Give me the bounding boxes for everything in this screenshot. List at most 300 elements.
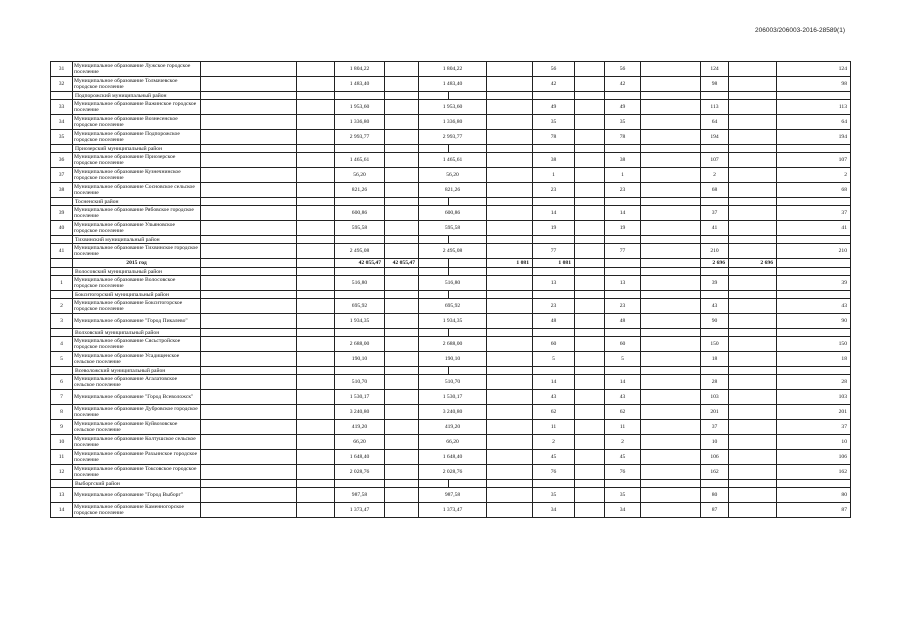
empty-cell: [487, 268, 533, 276]
municipality-row: [51, 77, 851, 92]
empty-cell: [487, 390, 533, 405]
empty-cell: [641, 488, 701, 503]
district-name-cell: Всеволожский муниципальный район: [73, 367, 201, 375]
municipality-name-cell: Муниципальное образование Усадищенское сельское поселение: [73, 352, 201, 367]
empty-cell: [385, 375, 419, 390]
district-row: [51, 145, 851, 153]
municipality-row: [51, 168, 851, 183]
empty-cell: [729, 183, 777, 198]
total-residents-cell: 2 696: [701, 259, 729, 268]
empty-cell: [487, 291, 533, 299]
area-program-cell: 516,80: [419, 276, 487, 291]
empty-cell: [385, 100, 419, 115]
empty-cell: [641, 299, 701, 314]
municipality-name-cell: Муниципальное образование "Город Выборг": [73, 488, 201, 503]
total-people-program-cell: 1 081: [533, 259, 575, 268]
empty-cell: [419, 145, 449, 153]
empty-cell: [201, 130, 297, 145]
district-name-cell: Подпорожский муниципальный район: [73, 92, 201, 100]
municipality-row: [51, 62, 851, 77]
area-cell: 1 953,60: [335, 100, 385, 115]
empty-cell: [641, 337, 701, 352]
area-program-cell: 1 465,61: [419, 153, 487, 168]
empty-cell: [701, 145, 729, 153]
area-program-cell: 1 804,22: [419, 62, 487, 77]
empty-cell: [575, 62, 605, 77]
empty-cell: [385, 183, 419, 198]
empty-cell: [605, 480, 641, 488]
people-program-cell: 76: [605, 465, 641, 480]
empty-cell: [487, 465, 533, 480]
empty-cell: [419, 236, 449, 244]
area-program-cell: 695,92: [419, 299, 487, 314]
municipality-name-cell: Муниципальное образование Колтушское сельское поселение: [73, 435, 201, 450]
empty-cell: [385, 450, 419, 465]
people-program-cell: 13: [605, 276, 641, 291]
empty-cell: [575, 130, 605, 145]
empty-cell: [201, 405, 297, 420]
empty-cell: [533, 236, 575, 244]
empty-cell: [487, 337, 533, 352]
empty-cell: [641, 352, 701, 367]
empty-cell: [385, 221, 419, 236]
row-number-cell: 40: [51, 221, 73, 236]
empty-cell: [201, 337, 297, 352]
empty-cell: [641, 62, 701, 77]
district-row: [51, 268, 851, 276]
row-number-cell: 10: [51, 435, 73, 450]
empty-cell: [777, 367, 851, 375]
empty-cell: [201, 221, 297, 236]
area-program-cell: 2 495,08: [419, 244, 487, 259]
empty-cell: [487, 375, 533, 390]
people-program-cell: 62: [605, 405, 641, 420]
empty-cell: [487, 153, 533, 168]
residents-program-cell: 113: [777, 100, 851, 115]
municipality-name-cell: Муниципальное образование Толмачевское городское поселение: [73, 77, 201, 92]
empty-cell: [487, 435, 533, 450]
residents-program-cell: 43: [777, 299, 851, 314]
people-program-cell: 78: [605, 130, 641, 145]
empty-cell: [385, 268, 419, 276]
empty-cell: [297, 299, 335, 314]
empty-cell: [487, 276, 533, 291]
empty-cell: [419, 480, 449, 488]
empty-cell: [335, 291, 385, 299]
empty-cell: [641, 168, 701, 183]
empty-cell: [297, 352, 335, 367]
row-number-cell: 1: [51, 276, 73, 291]
area-program-cell: 3 240,80: [419, 405, 487, 420]
empty-cell: [641, 115, 701, 130]
people-program-cell: 34: [605, 503, 641, 518]
empty-cell: [201, 62, 297, 77]
empty-cell: [605, 198, 641, 206]
people-program-cell: 38: [605, 153, 641, 168]
empty-cell: [777, 92, 851, 100]
area-cell: 2 688,00: [335, 337, 385, 352]
empty-cell: [641, 435, 701, 450]
row-number-cell: [51, 198, 73, 206]
empty-cell: [533, 329, 575, 337]
row-number-cell: 4: [51, 337, 73, 352]
empty-cell: [729, 299, 777, 314]
residents-program-cell: 18: [777, 352, 851, 367]
empty-cell: [487, 198, 533, 206]
empty-cell: [419, 329, 449, 337]
empty-cell: [297, 153, 335, 168]
empty-cell: [729, 206, 777, 221]
empty-cell: [729, 168, 777, 183]
people-cell: 77: [533, 244, 575, 259]
residents-cell: 194: [701, 130, 729, 145]
empty-cell: [729, 92, 777, 100]
municipality-name-cell: Муниципальное образование Сосновское сельское поселение: [73, 183, 201, 198]
empty-cell: [201, 268, 297, 276]
empty-cell: [201, 92, 297, 100]
empty-cell: [575, 503, 605, 518]
empty-cell: [487, 299, 533, 314]
people-program-cell: 48: [605, 314, 641, 329]
empty-cell: [487, 115, 533, 130]
empty-cell: [487, 77, 533, 92]
municipality-row: [51, 405, 851, 420]
empty-cell: [533, 198, 575, 206]
empty-cell: [729, 465, 777, 480]
residents-program-cell: 194: [777, 130, 851, 145]
empty-cell: [335, 236, 385, 244]
empty-cell: [575, 488, 605, 503]
empty-cell: [641, 329, 701, 337]
empty-cell: [641, 236, 701, 244]
residents-cell: 41: [701, 221, 729, 236]
empty-cell: [575, 367, 605, 375]
area-cell: 821,26: [335, 183, 385, 198]
empty-cell: [701, 291, 729, 299]
empty-cell: [201, 488, 297, 503]
people-cell: 11: [533, 420, 575, 435]
empty-cell: [729, 367, 777, 375]
empty-cell: [605, 367, 641, 375]
empty-cell: [385, 480, 419, 488]
area-cell: 1 804,22: [335, 62, 385, 77]
empty-cell: [335, 145, 385, 153]
empty-cell: [385, 314, 419, 329]
area-program-cell: 595,58: [419, 221, 487, 236]
empty-cell: [297, 268, 335, 276]
empty-cell: [487, 488, 533, 503]
empty-cell: [729, 405, 777, 420]
residents-cell: 113: [701, 100, 729, 115]
empty-cell: [449, 259, 487, 268]
municipality-name-cell: Муниципальное образование Сясьстройское городское поселение: [73, 337, 201, 352]
area-cell: 3 240,80: [335, 405, 385, 420]
row-number-cell: 37: [51, 168, 73, 183]
empty-cell: [605, 236, 641, 244]
row-number-cell: 12: [51, 465, 73, 480]
area-program-cell: 419,20: [419, 420, 487, 435]
empty-cell: [605, 259, 641, 268]
people-program-cell: 23: [605, 299, 641, 314]
municipality-name-cell: Муниципальное образование Рахьинское городское поселение: [73, 450, 201, 465]
empty-cell: [777, 329, 851, 337]
empty-cell: [487, 221, 533, 236]
empty-cell: [487, 329, 533, 337]
residents-program-cell: 2: [777, 168, 851, 183]
empty-cell: [575, 115, 605, 130]
municipality-name-cell: Муниципальное образование Дубровское городское поселение: [73, 405, 201, 420]
residents-cell: 150: [701, 337, 729, 352]
area-cell: 66,20: [335, 435, 385, 450]
empty-cell: [729, 488, 777, 503]
empty-cell: [201, 480, 297, 488]
area-program-cell: 1 530,17: [419, 390, 487, 405]
row-number-cell: [51, 259, 73, 268]
row-number-cell: 3: [51, 314, 73, 329]
people-cell: 76: [533, 465, 575, 480]
empty-cell: [297, 183, 335, 198]
people-cell: 14: [533, 375, 575, 390]
municipality-row: [51, 375, 851, 390]
empty-cell: [641, 480, 701, 488]
empty-cell: [533, 291, 575, 299]
empty-cell: [449, 236, 487, 244]
empty-cell: [729, 276, 777, 291]
residents-cell: 106: [701, 450, 729, 465]
area-program-cell: 190,10: [419, 352, 487, 367]
residents-cell: 10: [701, 435, 729, 450]
area-program-cell: 2 688,00: [419, 337, 487, 352]
empty-cell: [641, 405, 701, 420]
empty-cell: [335, 92, 385, 100]
district-name-cell: Волосовский муниципальный район: [73, 268, 201, 276]
municipality-name-cell: Муниципальное образование Ульяновское городское поселение: [73, 221, 201, 236]
empty-cell: [297, 488, 335, 503]
municipality-name-cell: Муниципальное образование "Город Пикалево": [73, 314, 201, 329]
empty-cell: [201, 168, 297, 183]
area-program-cell: 2 993,77: [419, 130, 487, 145]
people-program-cell: 5: [605, 352, 641, 367]
empty-cell: [385, 488, 419, 503]
empty-cell: [641, 206, 701, 221]
empty-cell: [297, 291, 335, 299]
district-row: [51, 367, 851, 375]
empty-cell: [575, 92, 605, 100]
empty-cell: [385, 367, 419, 375]
residents-program-cell: 39: [777, 276, 851, 291]
empty-cell: [487, 367, 533, 375]
residents-cell: 90: [701, 314, 729, 329]
empty-cell: [385, 337, 419, 352]
row-number-cell: 38: [51, 183, 73, 198]
residents-program-cell: 124: [777, 62, 851, 77]
empty-cell: [575, 390, 605, 405]
empty-cell: [385, 92, 419, 100]
empty-cell: [297, 62, 335, 77]
row-number-cell: [51, 367, 73, 375]
empty-cell: [335, 198, 385, 206]
empty-cell: [641, 375, 701, 390]
municipality-name-cell: Муниципальное образование Агалатовское сельское поселение: [73, 375, 201, 390]
residents-program-cell: 210: [777, 244, 851, 259]
empty-cell: [297, 420, 335, 435]
people-program-cell: 23: [605, 183, 641, 198]
empty-cell: [729, 480, 777, 488]
empty-cell: [729, 100, 777, 115]
municipality-row: [51, 153, 851, 168]
row-number-cell: 7: [51, 390, 73, 405]
empty-cell: [297, 115, 335, 130]
empty-cell: [385, 299, 419, 314]
empty-cell: [487, 236, 533, 244]
row-number-cell: 6: [51, 375, 73, 390]
row-number-cell: [51, 480, 73, 488]
empty-cell: [385, 352, 419, 367]
empty-cell: [201, 259, 297, 268]
empty-cell: [487, 420, 533, 435]
empty-cell: [575, 221, 605, 236]
area-program-cell: 600,86: [419, 206, 487, 221]
empty-cell: [385, 198, 419, 206]
people-cell: 5: [533, 352, 575, 367]
people-cell: 38: [533, 153, 575, 168]
empty-cell: [201, 390, 297, 405]
empty-cell: [297, 100, 335, 115]
empty-cell: [575, 465, 605, 480]
empty-cell: [449, 268, 487, 276]
empty-cell: [575, 375, 605, 390]
empty-cell: [335, 329, 385, 337]
empty-cell: [201, 145, 297, 153]
municipality-name-cell: Муниципальное образование Вознесенское городское поселение: [73, 115, 201, 130]
empty-cell: [297, 375, 335, 390]
people-cell: 60: [533, 337, 575, 352]
empty-cell: [575, 268, 605, 276]
residents-cell: 18: [701, 352, 729, 367]
empty-cell: [487, 145, 533, 153]
year-total-row: [51, 259, 851, 268]
municipality-row: [51, 337, 851, 352]
empty-cell: [297, 337, 335, 352]
municipality-name-cell: Муниципальное образование Каменногорское городское поселение: [73, 503, 201, 518]
empty-cell: [777, 291, 851, 299]
empty-cell: [297, 77, 335, 92]
area-program-cell: 2 028,76: [419, 465, 487, 480]
people-program-cell: 11: [605, 420, 641, 435]
area-program-cell: 1 483,40: [419, 77, 487, 92]
empty-cell: [575, 352, 605, 367]
empty-cell: [201, 276, 297, 291]
people-program-cell: 35: [605, 115, 641, 130]
empty-cell: [605, 268, 641, 276]
district-name-cell: Приозерский муниципальный район: [73, 145, 201, 153]
empty-cell: [201, 420, 297, 435]
empty-cell: [605, 329, 641, 337]
row-number-cell: 41: [51, 244, 73, 259]
row-number-cell: 34: [51, 115, 73, 130]
people-program-cell: 45: [605, 450, 641, 465]
district-name-cell: Тихвинский муниципальный район: [73, 236, 201, 244]
empty-cell: [385, 465, 419, 480]
district-name-cell: Выборгский район: [73, 480, 201, 488]
empty-cell: [641, 145, 701, 153]
empty-cell: [201, 329, 297, 337]
empty-cell: [297, 465, 335, 480]
document-code: 206003/206003-2016-28589(1): [755, 27, 845, 34]
district-name-cell: Волховский муниципальный район: [73, 329, 201, 337]
empty-cell: [575, 299, 605, 314]
empty-cell: [641, 268, 701, 276]
residents-program-cell: 90: [777, 314, 851, 329]
residents-program-cell: 87: [777, 503, 851, 518]
empty-cell: [729, 130, 777, 145]
empty-cell: [385, 236, 419, 244]
empty-cell: [487, 450, 533, 465]
empty-cell: [533, 367, 575, 375]
people-program-cell: 60: [605, 337, 641, 352]
row-number-cell: 33: [51, 100, 73, 115]
people-program-cell: 42: [605, 77, 641, 92]
empty-cell: [201, 299, 297, 314]
people-cell: 19: [533, 221, 575, 236]
empty-cell: [385, 291, 419, 299]
empty-cell: [487, 352, 533, 367]
empty-cell: [729, 115, 777, 130]
people-program-cell: 1: [605, 168, 641, 183]
municipality-row: [51, 115, 851, 130]
row-number-cell: [51, 92, 73, 100]
empty-cell: [419, 291, 449, 299]
empty-cell: [777, 198, 851, 206]
empty-cell: [575, 450, 605, 465]
empty-cell: [641, 77, 701, 92]
residents-program-cell: 37: [777, 206, 851, 221]
empty-cell: [575, 337, 605, 352]
residents-cell: 103: [701, 390, 729, 405]
empty-cell: [575, 405, 605, 420]
district-row: [51, 236, 851, 244]
empty-cell: [297, 236, 335, 244]
residents-cell: 87: [701, 503, 729, 518]
residents-cell: 68: [701, 183, 729, 198]
empty-cell: [729, 236, 777, 244]
empty-cell: [335, 367, 385, 375]
empty-cell: [419, 268, 449, 276]
empty-cell: [385, 276, 419, 291]
empty-cell: [729, 390, 777, 405]
data-table: [50, 61, 851, 518]
area-cell: 600,86: [335, 206, 385, 221]
municipality-row: [51, 244, 851, 259]
empty-cell: [641, 153, 701, 168]
residents-cell: 201: [701, 405, 729, 420]
empty-cell: [297, 367, 335, 375]
empty-cell: [533, 145, 575, 153]
empty-cell: [729, 77, 777, 92]
municipality-name-cell: Муниципальное образование Рябовское городское поселение: [73, 206, 201, 221]
area-cell: 695,92: [335, 299, 385, 314]
empty-cell: [385, 130, 419, 145]
people-cell: 35: [533, 488, 575, 503]
district-row: [51, 198, 851, 206]
municipality-name-cell: Муниципальное образование Токсовское городское поселение: [73, 465, 201, 480]
empty-cell: [487, 314, 533, 329]
empty-cell: [297, 329, 335, 337]
municipality-row: [51, 352, 851, 367]
people-cell: 56: [533, 62, 575, 77]
area-program-cell: 1 934,35: [419, 314, 487, 329]
residents-program-cell: 98: [777, 77, 851, 92]
